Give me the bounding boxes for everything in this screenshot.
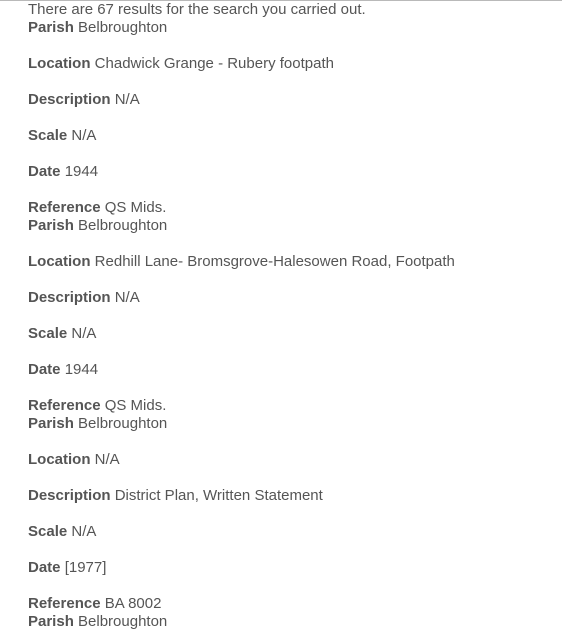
parish-row xyxy=(28,613,558,631)
parish-row xyxy=(28,415,558,433)
location-value: Chadwick Grange - Rubery footpath xyxy=(94,55,334,72)
reference-row xyxy=(28,199,558,217)
parish-value: Belbroughton xyxy=(78,217,168,234)
description-value: District Plan, Written Statement xyxy=(114,487,323,504)
description-label: Description xyxy=(28,289,111,306)
reference-value: QS Mids. xyxy=(104,199,167,216)
location-value: Redhill Lane- Bromsgrove-Halesowen Road, Footpath xyxy=(94,253,455,270)
parish-label: Parish xyxy=(28,613,74,630)
result-record xyxy=(28,217,558,415)
date-value: 1944 xyxy=(64,163,99,180)
date-value: [1977] xyxy=(64,559,107,576)
date-label: Date xyxy=(28,361,61,378)
description-row xyxy=(28,289,558,307)
location-row xyxy=(28,55,558,73)
reference-row xyxy=(28,397,558,415)
reference-row xyxy=(28,595,558,613)
reference-value: QS Mids. xyxy=(104,397,167,414)
location-label: Location xyxy=(28,451,91,468)
scale-row xyxy=(28,127,558,145)
location-label: Location xyxy=(28,55,91,72)
date-value: 1944 xyxy=(64,361,99,378)
parish-value: Belbroughton xyxy=(78,19,168,36)
date-row xyxy=(28,163,558,181)
reference-label: Reference xyxy=(28,595,101,612)
parish-label: Parish xyxy=(28,217,74,234)
scale-row xyxy=(28,523,558,541)
description-label: Description xyxy=(28,487,111,504)
result-record xyxy=(28,415,558,613)
location-row xyxy=(28,451,558,469)
location-label: Location xyxy=(28,253,91,270)
scale-row xyxy=(28,325,558,343)
scale-label: Scale xyxy=(28,127,68,144)
result-record xyxy=(28,19,558,217)
reference-label: Reference xyxy=(28,199,101,216)
date-label: Date xyxy=(28,559,61,576)
scale-label: Scale xyxy=(28,523,68,540)
parish-value: Belbroughton xyxy=(78,415,168,432)
location-row xyxy=(28,253,558,271)
reference-label: Reference xyxy=(28,397,101,414)
description-value: N/A xyxy=(114,289,140,306)
description-label: Description xyxy=(28,91,111,108)
parish-row xyxy=(28,217,558,235)
reference-value: BA 8002 xyxy=(104,595,162,612)
parish-label: Parish xyxy=(28,415,74,432)
scale-label: Scale xyxy=(28,325,68,342)
scale-value: N/A xyxy=(71,127,97,144)
parish-label: Parish xyxy=(28,19,74,36)
parish-value: Belbroughton xyxy=(78,613,168,630)
result-record xyxy=(28,613,558,631)
scale-value: N/A xyxy=(71,325,97,342)
location-value: N/A xyxy=(94,451,120,468)
results-summary: There are 67 results for the search you carried out. xyxy=(28,1,366,18)
date-row xyxy=(28,361,558,379)
date-row xyxy=(28,559,558,577)
description-row xyxy=(28,487,558,505)
search-results xyxy=(28,0,558,631)
parish-row xyxy=(28,19,558,37)
description-row xyxy=(28,91,558,109)
description-value: N/A xyxy=(114,91,140,108)
scale-value: N/A xyxy=(71,523,97,540)
date-label: Date xyxy=(28,163,61,180)
